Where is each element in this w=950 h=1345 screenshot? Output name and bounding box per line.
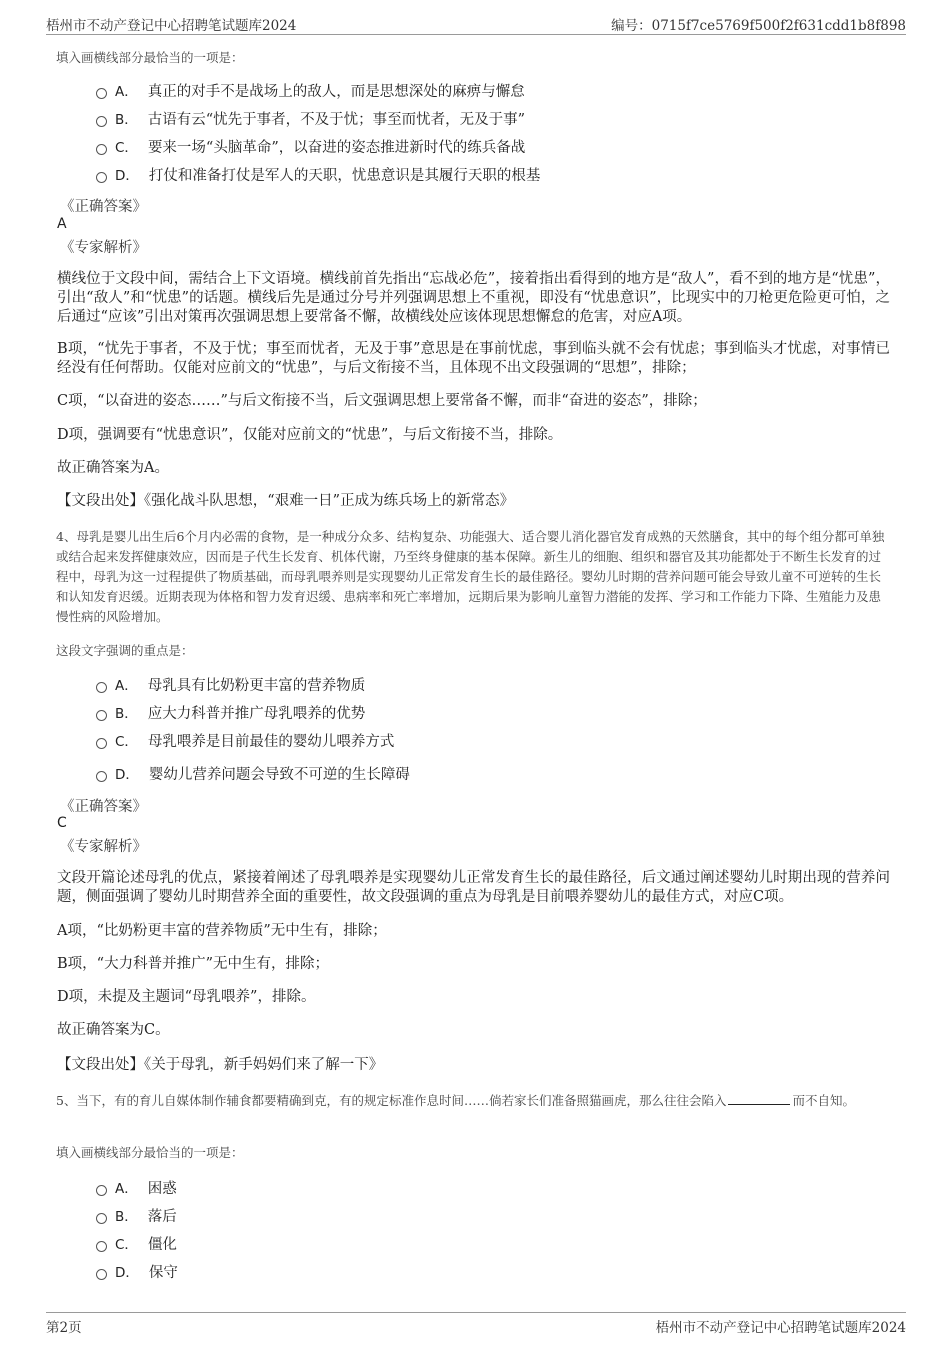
fill-blank: [728, 1104, 790, 1105]
q3-option-c[interactable]: C． 要来一场“头脑革命”，以奋进的姿态推进新时代的练兵备战: [96, 137, 525, 159]
radio-icon[interactable]: [96, 88, 107, 99]
q3-option-a[interactable]: A． 真正的对手不是战场上的敌人，而是思想深处的麻痹与懈怠: [96, 81, 525, 103]
q5-stem: 5、当下，有的育儿自媒体制作辅食都要精确到克，有的规定标准作息时间……倘若家长们准备照猫画虎，那么往往会陷入 而不自知。: [56, 1093, 855, 1108]
page-header: [46, 10, 906, 35]
radio-icon[interactable]: [96, 172, 107, 183]
q3-analysis-b: B项，“忧先于事者，不及于忧；事至而忧者，无及于事”意思是在事前忧虑，事到临头就不会有忧虑；事到临头才忧虑，对事情已经没有任何帮助。仅能对应前文的“忧患”，与后文衔接不当，且体现不出文段强调的“思想”，排除；: [57, 341, 890, 376]
header-title: 梧州市不动产登记中心招聘笔试题库2024: [46, 18, 297, 34]
q4-option-a[interactable]: A． 母乳具有比奶粉更丰富的营养物质: [96, 675, 365, 697]
q4-answer-label: 《正确答案》: [60, 799, 147, 815]
radio-icon[interactable]: [96, 771, 107, 782]
q3-conclusion: 故正确答案为A。: [57, 460, 169, 476]
q4-source: 【文段出处】《关于母乳，新手妈妈们来了解一下》: [57, 1057, 384, 1073]
q4-option-b[interactable]: B． 应大力科普并推广母乳喂养的优势: [96, 703, 365, 725]
radio-icon[interactable]: [96, 116, 107, 127]
q4-analysis-d: D项，未提及主题词“母乳喂养”，排除。: [57, 989, 316, 1005]
q3-analysis-d: D项，强调要有“忧患意识”，仅能对应前文的“忧患”，与后文衔接不当，排除。: [57, 427, 563, 443]
q4-analysis-a: A项，“比奶粉更丰富的营养物质”无中生有，排除；: [57, 923, 387, 939]
q5-option-a[interactable]: A． 困惑: [96, 1178, 177, 1200]
q4-stem: 4、母乳是婴儿出生后6个月内必需的食物，是一种成分众多、结构复杂、功能强大、适合婴儿消化器官发育成熟的天然膳食，其中的每个组分都可单独或结合起来发挥健康效应，因而是子代生长发育、机体代谢，乃至终身健康的基本保障。新生儿的细胞、组织和器官及其功能都处于不断生长发育的过程中，母乳为这一过程提供了物质基础，而母乳喂养则是实现婴幼儿正常发育生长的最佳路径。婴幼儿时期的营养问题可能会导致儿童不可逆转的生长和认知发育迟缓。近期表现为体格和智力发育迟缓、患病率和死亡率增加，远期后果为影响儿童智力潜能的发挥、学习和工作能力下降、生殖能力及患慢性病的风险增加。: [56, 529, 885, 624]
document-code: 编号：0715f7ce5769f500f2f631cdd1b8f898: [611, 18, 906, 34]
radio-icon[interactable]: [96, 144, 107, 155]
q4-option-c[interactable]: C． 母乳喂养是目前最佳的婴幼儿喂养方式: [96, 731, 394, 753]
q3-answer-label: 《正确答案》: [60, 199, 147, 215]
radio-icon[interactable]: [96, 738, 107, 749]
q3-source: 【文段出处】《强化战斗队思想，“艰难一日”正成为练兵场上的新常态》: [57, 493, 515, 509]
q3-option-b[interactable]: B． 古语有云“忧先于事者，不及于忧；事至而忧者，无及于事”: [96, 109, 525, 131]
q4-answer: C: [57, 815, 67, 831]
q3-analysis-main: 横线位于文段中间，需结合上下文语境。横线前首先指出“忘战必危”，接着指出看得到的地方是“敌人”，看不到的地方是“忧患”，引出“敌人”和“忧患”的话题。横线后先是通过分号并列强调思想上不重视，即没有“忧患意识”，比现实中的刀枪更危险更可怕，之后通过“应该”引出对策再次强调思想上要常备不懈，故横线处应该体现思想懈怠的危害，对应A项。: [57, 271, 890, 325]
page-number: 第2页: [46, 1320, 82, 1336]
q4-analysis-main: 文段开篇论述母乳的优点，紧接着阐述了母乳喂养是实现婴幼儿正常发育生长的最佳路径，后文通过阐述婴幼儿时期出现的营养问题，侧面强调了婴幼儿时期营养全面的重要性，故文段强调的重点为母乳是目前喂养婴幼儿的最佳方式，对应C项。: [57, 870, 890, 905]
q3-analysis-c: C项，“以奋进的姿态……”与后文衔接不当，后文强调思想上要常备不懈，而非“奋进的姿态”，排除；: [57, 393, 707, 409]
radio-icon[interactable]: [96, 710, 107, 721]
page-footer: [46, 1312, 906, 1337]
q4-conclusion: 故正确答案为C。: [57, 1022, 170, 1038]
q4-analysis-b: B项，“大力科普并推广”无中生有，排除；: [57, 956, 329, 972]
radio-icon[interactable]: [96, 1269, 107, 1280]
q3-option-d[interactable]: D． 打仗和准备打仗是军人的天职，忧患意识是其履行天职的根基: [96, 165, 540, 187]
radio-icon[interactable]: [96, 1213, 107, 1224]
q5-option-c[interactable]: C． 僵化: [96, 1234, 177, 1256]
q4-prompt: 这段文字强调的重点是：: [56, 643, 194, 658]
q4-analysis-label: 《专家解析》: [60, 839, 147, 855]
q3-answer: A: [57, 216, 67, 232]
q5-option-b[interactable]: B． 落后: [96, 1206, 177, 1228]
footer-title: 梧州市不动产登记中心招聘笔试题库2024: [655, 1320, 906, 1336]
radio-icon[interactable]: [96, 682, 107, 693]
radio-icon[interactable]: [96, 1185, 107, 1196]
q3-analysis-label: 《专家解析》: [60, 240, 147, 256]
q5-option-d[interactable]: D． 保守: [96, 1262, 178, 1284]
q4-option-d[interactable]: D． 婴幼儿营养问题会导致不可逆的生长障碍: [96, 764, 410, 786]
q5-prompt: 填入画横线部分最恰当的一项是：: [56, 1145, 244, 1160]
radio-icon[interactable]: [96, 1241, 107, 1252]
q3-prompt: 填入画横线部分最恰当的一项是：: [56, 50, 244, 65]
